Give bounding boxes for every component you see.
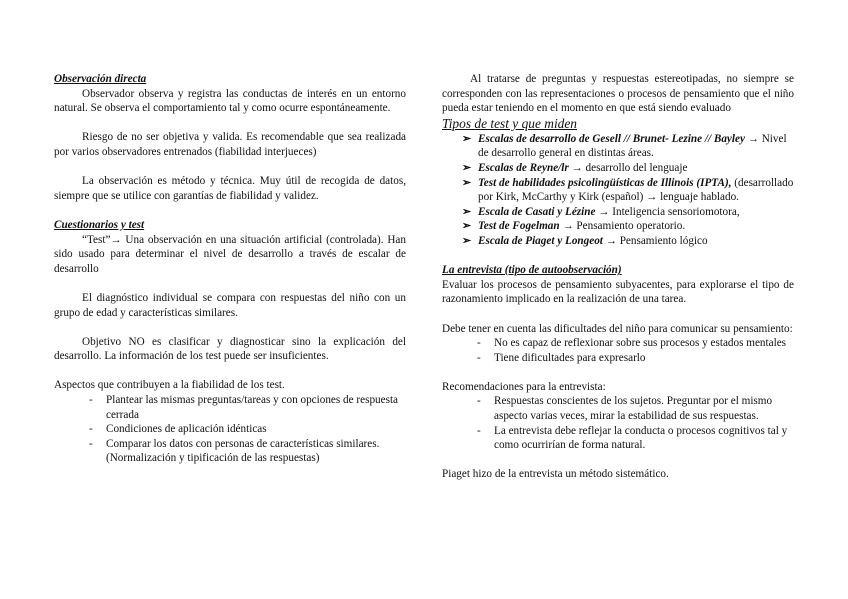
dash-marker: - <box>89 437 93 450</box>
list-item-text: La entrevista debe reflejar la conducta o procesos cognitivos tal y como ocurrirían de forma natural. <box>494 424 788 452</box>
right-column <box>442 72 794 482</box>
test-desc: → desarrollo del lenguaje <box>571 161 688 174</box>
paragraph: Objetivo NO es clasificar y diagnosticar sino la explicación del desarrollo. La información de los test puede ser insuficientes. <box>54 335 406 363</box>
paragraph: Debe tener en cuenta las dificultades del niño para comunicar su pensamiento: <box>442 322 793 335</box>
test-desc: → Inteligencia sensoriomotora, <box>598 205 740 218</box>
test-name: Escala de Piaget y Longeot <box>478 234 603 247</box>
arrow-bullet-icon: ➢ <box>462 234 472 247</box>
paragraph: Observador observa y registra las conductas de interés en un entorno natural. Se observa el comportamiento tal y como ocurre espontáneamente. <box>54 87 406 115</box>
list-item-text: Comparar los datos con personas de características similares. (Normalización y tipificación de las respuestas) <box>106 437 380 465</box>
list-item <box>442 234 794 249</box>
paragraph: Piaget hizo de la entrevista un método sistemático. <box>442 468 669 481</box>
heading-observacion-directa: Observación directa <box>54 73 147 85</box>
paragraph: Evaluar los procesos de pensamiento subyacentes, para explorarse el tipo de razonamiento implicado en la realización de una tarea. <box>442 278 794 306</box>
paragraph: Recomendaciones para la entrevista: <box>442 380 606 393</box>
dash-marker: - <box>477 351 481 364</box>
list-item <box>442 219 794 234</box>
dash-marker: - <box>89 423 93 436</box>
arrow-bullet-icon: ➢ <box>462 161 472 174</box>
list-item-text: No es capaz de reflexionar sobre sus procesos y estados mentales <box>494 337 787 350</box>
list-item <box>54 393 406 422</box>
arrow-bullet-icon: ➢ <box>462 176 472 189</box>
list-item-text: Condiciones de aplicación idénticas <box>106 423 267 436</box>
list-item <box>442 161 794 176</box>
dash-marker: - <box>477 337 481 350</box>
list-item-text: Tiene dificultades para expresarlo <box>494 351 646 364</box>
test-name: Escala de Casati y Lézine <box>478 205 596 218</box>
test-name: Escalas de desarrollo de Gesell // Brunet- Lezine // Bayley <box>478 132 745 145</box>
paragraph: Al tratarse de preguntas y respuestas estereotipadas, no siempre se corresponden con las representaciones o procesos de pensamiento que el niño pueda estar teniendo en el momento en que está siendo evaluado <box>442 73 794 115</box>
arrow-bullet-icon: ➢ <box>462 132 472 145</box>
list-item <box>442 132 794 161</box>
heading-la-entrevista: La entrevista (tipo de autoobservación) <box>442 264 622 277</box>
list-item <box>442 176 794 205</box>
left-column <box>54 72 406 466</box>
test-name: Escalas de Reyne/lr <box>478 161 569 174</box>
test-desc: → Nivel de desarrollo general en distintas áreas. <box>478 132 787 160</box>
dash-marker: - <box>89 394 93 407</box>
paragraph: Aspectos que contribuyen a la fiabilidad de los test. <box>54 379 285 392</box>
paragraph: Riesgo de no ser objetiva y valida. Es recomendable que sea realizada por varios observadores entrenados (fiabilidad interjueces) <box>54 131 406 158</box>
test-name: Test de habilidades psicolingüísticas de Illinois (IPTA), <box>478 176 732 189</box>
heading-cuestionarios-test: Cuestionarios y test <box>54 218 145 231</box>
test-name: Test de Fogelman <box>478 220 560 233</box>
dash-marker: - <box>477 424 481 437</box>
list-item <box>442 336 794 351</box>
list-item <box>442 351 794 366</box>
dash-marker: - <box>477 395 481 408</box>
test-desc: → Pensamiento operatorio. <box>562 220 686 233</box>
paragraph: “Test”→ Una observación en una situación artificial (controlada). Han sido usado para determinar el nivel de desarrollo a través de escalar de desarrollo <box>54 233 406 275</box>
list-item-text: Respuestas conscientes de los sujetos. Preguntar por el mismo aspecto varias veces, mirar la estabilidad de sus respuestas. <box>494 395 773 423</box>
paragraph: La observación es método y técnica. Muy útil de recogida de datos, siempre que se utilice con garantías de fiabilidad y validez. <box>54 175 406 202</box>
heading-tipos-de-test: Tipos de test y que miden <box>442 115 578 131</box>
test-desc: → Pensamiento lógico <box>605 234 708 247</box>
list-item-text: Plantear las mismas preguntas/tareas y con opciones de respuesta cerrada <box>106 394 399 421</box>
arrow-bullet-icon: ➢ <box>462 220 472 233</box>
paragraph: El diagnóstico individual se compara con respuestas del niño con un grupo de edad y características similares. <box>54 291 406 319</box>
list-item <box>54 437 406 466</box>
list-item <box>442 394 794 423</box>
list-item <box>442 424 794 453</box>
list-item <box>54 422 406 437</box>
arrow-bullet-icon: ➢ <box>462 205 472 218</box>
list-item <box>442 205 794 220</box>
test-desc: (desarrollado por Kirk, McCarthy y Kirk (español) → lenguaje hablado. <box>478 176 794 204</box>
